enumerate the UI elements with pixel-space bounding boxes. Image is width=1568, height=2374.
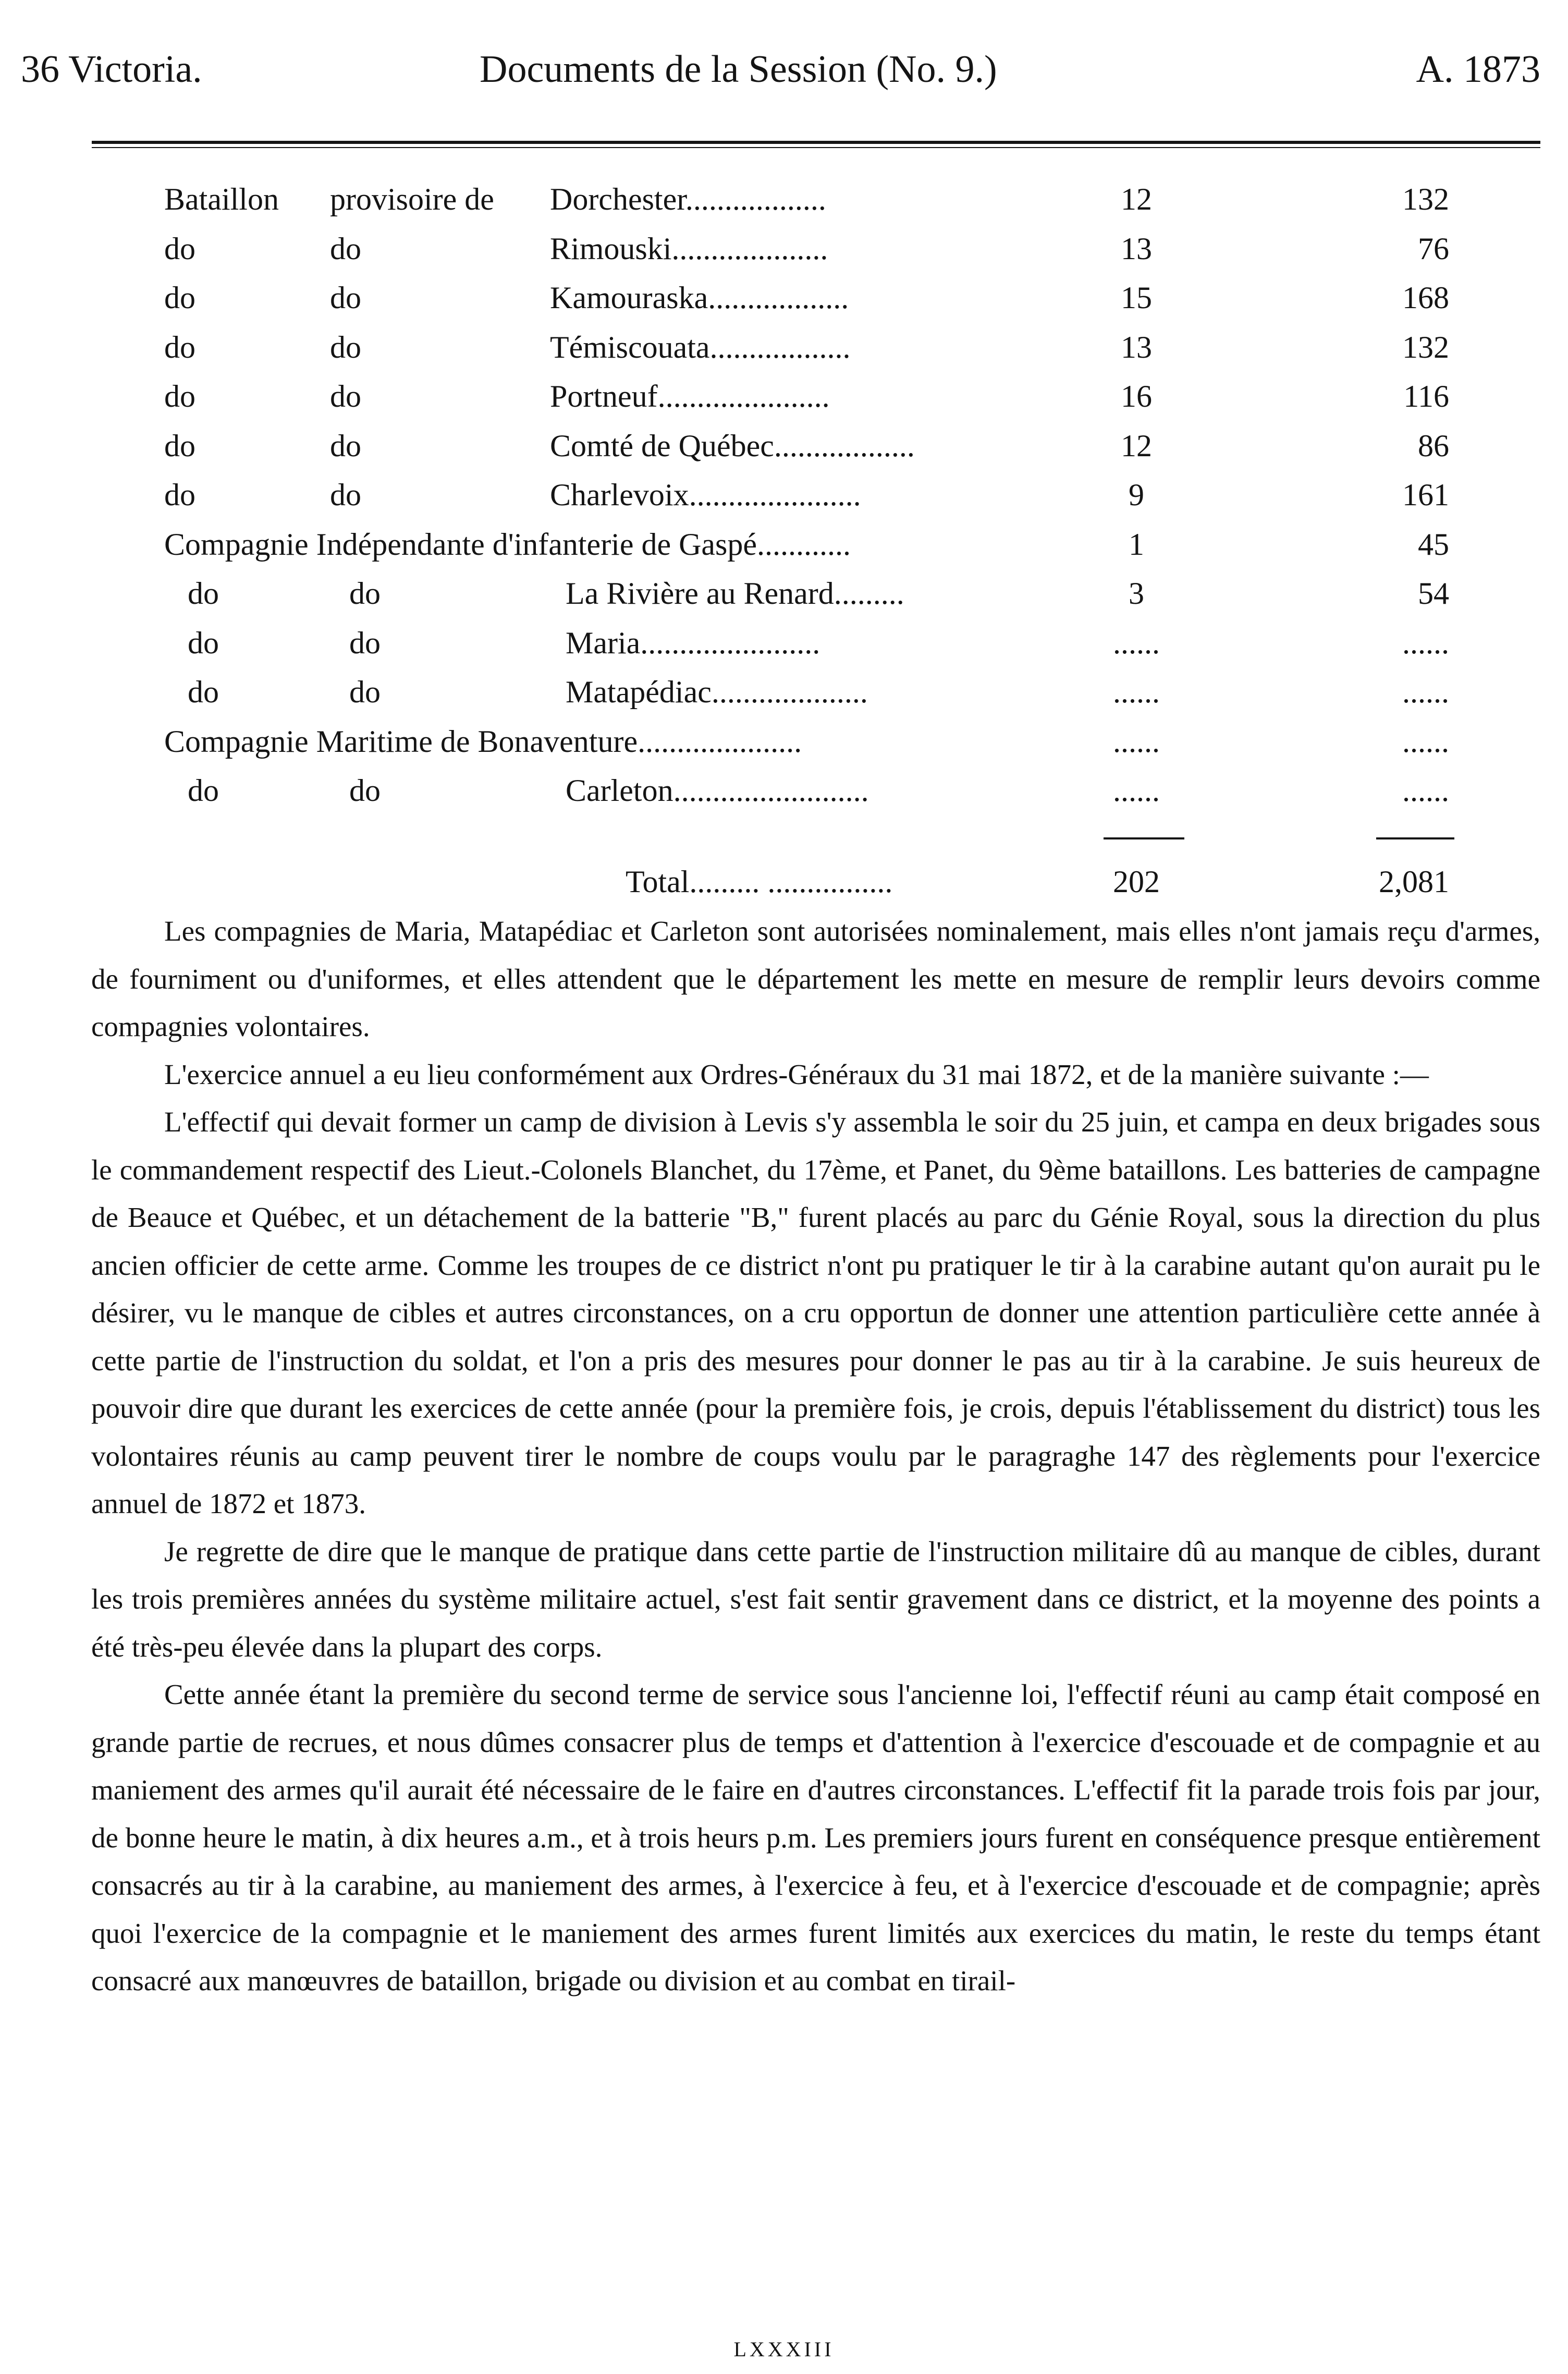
unit-type: do xyxy=(188,773,219,808)
table-row xyxy=(0,520,1568,569)
unit-qualifier: do xyxy=(330,478,361,512)
paragraph: L'exercice annuel a eu lieu conformément aux Ordres-Généraux du 31 mai 1872, et de la manière suivante :— xyxy=(164,1058,1429,1090)
table-row xyxy=(0,273,1568,323)
unit-type: Bataillon xyxy=(164,182,279,216)
table-row xyxy=(0,421,1568,471)
unit-type: do xyxy=(164,428,195,463)
sum-rules xyxy=(0,815,1568,857)
strength-table xyxy=(0,175,1568,906)
men-count: 168 xyxy=(1402,281,1449,315)
unit-place: Carleton......................... xyxy=(566,773,869,808)
sum-rule-officers xyxy=(1104,837,1184,839)
unit-full-label: Compagnie Maritime de Bonaventure..................... xyxy=(164,724,802,759)
men-count: 132 xyxy=(1402,330,1449,364)
sum-rule-men xyxy=(1376,837,1454,839)
header-rule-thin xyxy=(92,147,1540,148)
men-count: 76 xyxy=(1418,231,1449,266)
unit-qualifier: do xyxy=(349,625,381,660)
paragraph: Les compagnies de Maria, Matapédiac et Carleton sont autorisées nominalement, mais elles n'ont jamais reçu d'armes, de fourniment ou d'uniformes, et elles attendent que le département les mette en mesure de remplir leurs devoirs comme compagnies volontaires. xyxy=(91,915,1540,1042)
officers-count: 9 xyxy=(1129,478,1144,512)
men-count: ...... xyxy=(1402,724,1449,759)
unit-full-label: Compagnie Indépendante d'infanterie de Gaspé............ xyxy=(164,527,851,562)
unit-type: do xyxy=(188,576,219,611)
unit-place: Portneuf...................... xyxy=(550,379,830,413)
total-officers: 202 xyxy=(1113,864,1160,899)
unit-place: Comté de Québec.................. xyxy=(550,428,915,463)
total-label: Total......... ................ xyxy=(626,864,893,899)
table-row xyxy=(0,372,1568,421)
officers-count: ...... xyxy=(1113,773,1160,808)
table-row xyxy=(0,667,1568,717)
unit-qualifier: do xyxy=(349,576,381,611)
unit-place: La Rivière au Renard......... xyxy=(566,576,904,611)
header-rule-thick xyxy=(92,141,1540,144)
table-row xyxy=(0,224,1568,274)
officers-count: 1 xyxy=(1129,527,1144,562)
unit-qualifier: do xyxy=(330,379,361,413)
table-row xyxy=(0,175,1568,224)
header-title: Documents de la Session (No. 9.) xyxy=(480,48,997,91)
unit-place: Charlevoix...................... xyxy=(550,478,861,512)
table-row xyxy=(0,323,1568,372)
unit-type: do xyxy=(164,478,195,512)
men-count: 86 xyxy=(1418,428,1449,463)
table-row xyxy=(0,766,1568,815)
officers-count: 16 xyxy=(1121,379,1152,413)
paragraph: Cette année étant la première du second terme de service sous l'ancienne loi, l'effectif réuni au camp était composé en grande partie de recrues, et nous dûmes consacrer plus de temps et d'attention à l'exercice d'escouade et de compagnie et au maniement des armes qu'il aurait été nécessaire de le faire en d'autres circonstances. L'effectif fit la parade trois fois par jour, de bonne heure le matin, à dix heures a.m., et à trois heurs p.m. Les premiers jours furent en conséquence presque entièrement consacrés au tir à la carabine, au maniement des armes, à l'exercice à feu, et à l'exercice d'escouade et de compagnie; après quoi l'exercice de la compagnie et le maniement des armes furent limités aux exercices du matin, le reste du temps étant consacré aux manœuvres de bataillon, brigade ou division et au combat en tirail- xyxy=(91,1678,1540,1996)
unit-qualifier: provisoire de xyxy=(330,182,494,216)
header-volume: 36 Victoria. xyxy=(21,48,202,91)
unit-type: do xyxy=(188,675,219,709)
men-count: ...... xyxy=(1402,773,1449,808)
unit-place: Kamouraska.................. xyxy=(550,281,849,315)
unit-qualifier: do xyxy=(349,773,381,808)
officers-count: 15 xyxy=(1121,281,1152,315)
officers-count: 13 xyxy=(1121,330,1152,364)
officers-count: 3 xyxy=(1129,576,1144,611)
unit-type: do xyxy=(164,281,195,315)
unit-place: Témiscouata.................. xyxy=(550,330,851,364)
paragraph: L'effectif qui devait former un camp de division à Levis s'y assembla le soir du 25 juin, et campa en deux brigades sous le commandement respectif des Lieut.-Colonels Blanchet, du 17ème, et Panet, du 9ème bataillons. Les batteries de campagne de Beauce et Québec, et un détachement de la batterie "B," furent placés au parc du Génie Royal, sous la direction du plus ancien officier de cette arme. Comme les troupes de ce district n'ont pu pratiquer le tir à la carabine autant qu'on aurait pu le désirer, vu le manque de cibles et autres circonstances, on a cru opportun de donner une attention particulière cette année à cette partie de l'instruction du soldat, et l'on a pris des mesures pour donner le pas au tir à la carabine. Je suis heureux de pouvoir dire que durant les exercices de cette année (pour la première fois, je crois, depuis l'établissement du district) tous les volontaires réunis au camp peuvent tirer le nombre de coups voulu par le paragraghe 147 des règlements pour l'exercice annuel de 1872 et 1873. xyxy=(91,1106,1540,1519)
unit-qualifier: do xyxy=(330,330,361,364)
unit-place: Rimouski.................... xyxy=(550,231,828,266)
unit-type: do xyxy=(164,330,195,364)
table-row xyxy=(0,569,1568,618)
officers-count: 13 xyxy=(1121,231,1152,266)
unit-place: Maria....................... xyxy=(566,625,820,660)
page-signature: LXXXIII xyxy=(733,2338,835,2361)
men-count: 45 xyxy=(1418,527,1449,562)
table-row xyxy=(0,717,1568,766)
unit-place: Dorchester.................. xyxy=(550,182,826,216)
report-text xyxy=(91,907,1540,2005)
unit-place: Matapédiac.................... xyxy=(566,675,868,709)
officers-count: ...... xyxy=(1113,625,1160,660)
unit-type: do xyxy=(188,625,219,660)
running-header xyxy=(21,41,1540,98)
officers-count: 12 xyxy=(1121,428,1152,463)
men-count: ...... xyxy=(1402,625,1449,660)
officers-count: ...... xyxy=(1113,724,1160,759)
officers-count: ...... xyxy=(1113,675,1160,709)
header-year: A. 1873 xyxy=(1416,48,1540,91)
unit-type: do xyxy=(164,379,195,413)
table-row xyxy=(0,618,1568,668)
unit-type: do xyxy=(164,231,195,266)
men-count: 132 xyxy=(1402,182,1449,216)
unit-qualifier: do xyxy=(330,428,361,463)
men-count: 161 xyxy=(1402,478,1449,512)
men-count: ...... xyxy=(1402,675,1449,709)
unit-qualifier: do xyxy=(349,675,381,709)
unit-qualifier: do xyxy=(330,281,361,315)
total-row xyxy=(0,857,1568,907)
officers-count: 12 xyxy=(1121,182,1152,216)
table-row xyxy=(0,470,1568,520)
men-count: 54 xyxy=(1418,576,1449,611)
paragraph: Je regrette de dire que le manque de pratique dans cette partie de l'instruction militaire dû au manque de cibles, durant les trois premières années du système militaire actuel, s'est fait sentir gravement dans ce district, et la moyenne des points a été très-peu élevée dans la plupart des corps. xyxy=(91,1535,1540,1663)
unit-qualifier: do xyxy=(330,231,361,266)
total-men: 2,081 xyxy=(1379,864,1449,899)
men-count: 116 xyxy=(1403,379,1449,413)
